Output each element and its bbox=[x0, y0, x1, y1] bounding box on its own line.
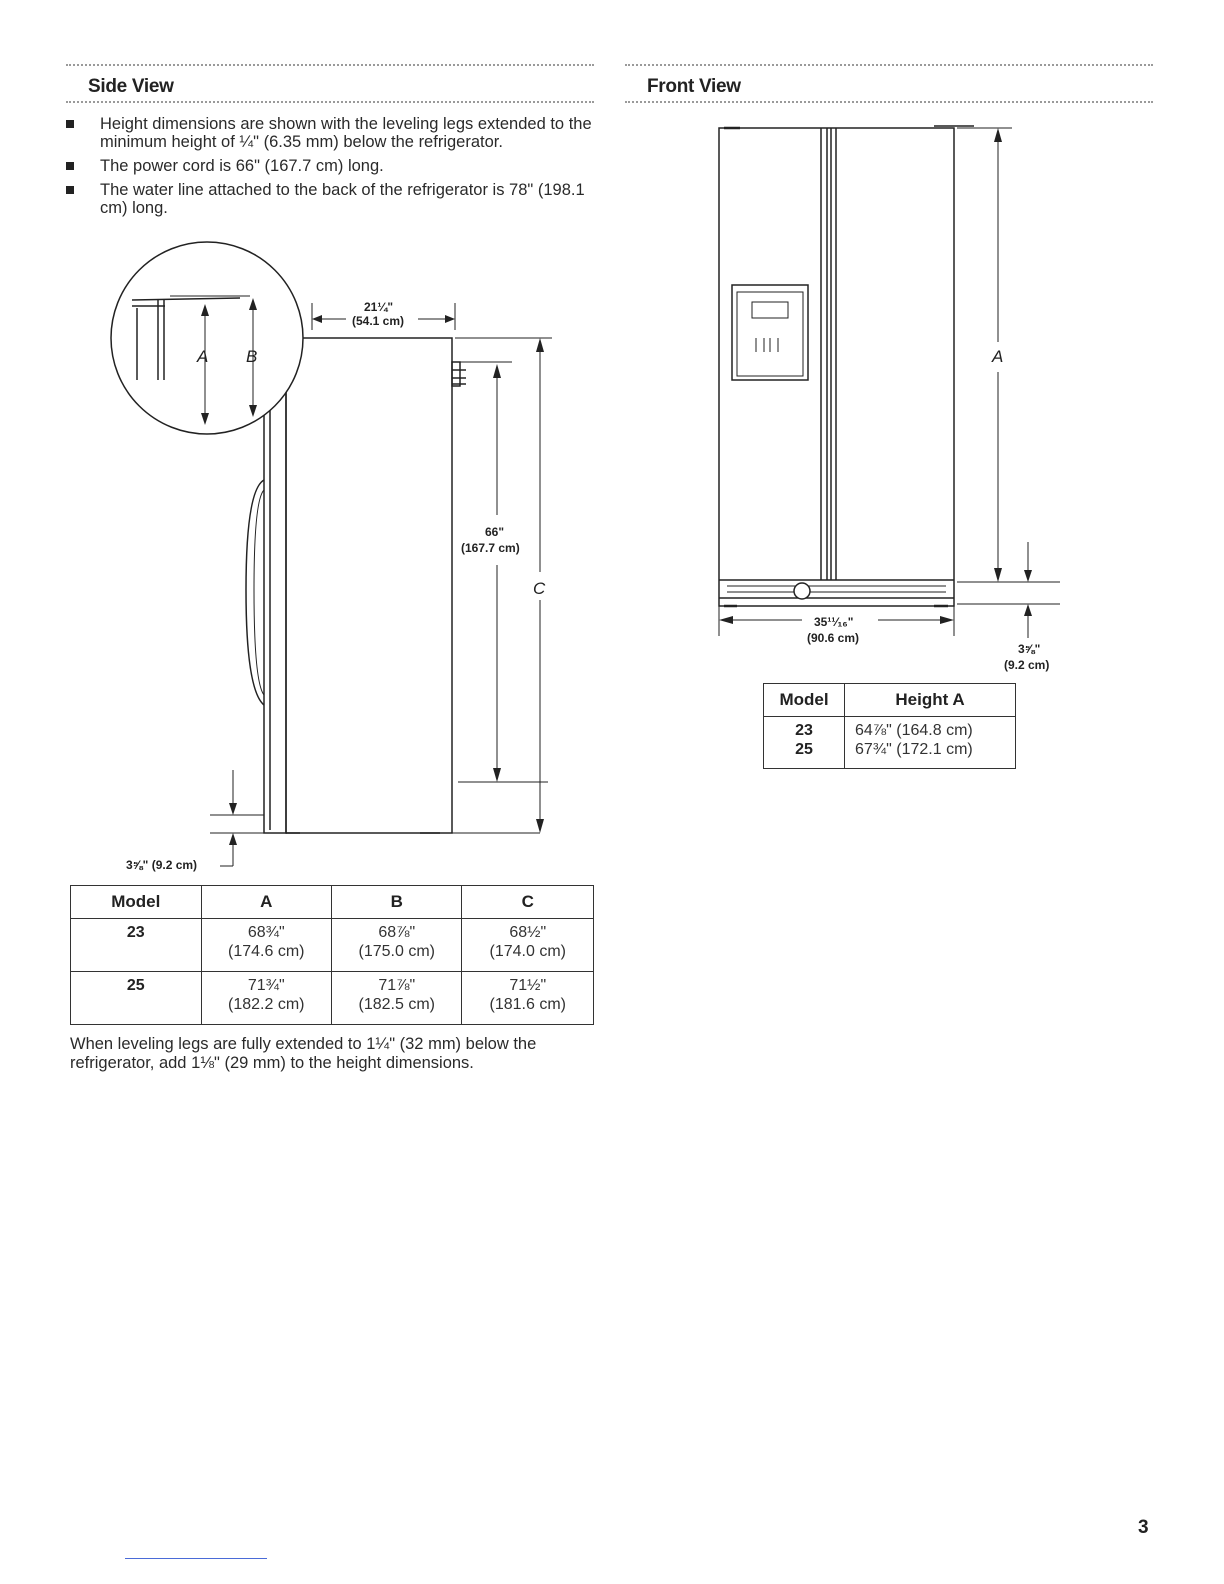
table-row bbox=[71, 972, 594, 1025]
side-view-table bbox=[70, 885, 594, 1025]
header-height-a: Height A bbox=[845, 684, 1016, 717]
side-view-diagram bbox=[0, 0, 612, 880]
a-cm: (182.2 cm) bbox=[228, 996, 305, 1013]
table-row bbox=[764, 717, 1016, 769]
front-view-diagram bbox=[612, 110, 1092, 680]
front-leg-cm: (9.2 cm) bbox=[1004, 658, 1050, 672]
c-inches: 68½" bbox=[509, 924, 547, 941]
c-inches: 71½" bbox=[509, 977, 547, 994]
front-view-title: Front View bbox=[647, 76, 741, 97]
front-leg-inches: 3⅝" bbox=[1018, 642, 1041, 656]
a-inches: 71¾" bbox=[247, 977, 285, 994]
model-23: 23 bbox=[795, 722, 813, 739]
footer-rule bbox=[125, 1558, 267, 1559]
width-inches: 35¹¹⁄₁₆" bbox=[814, 615, 854, 629]
model-cell: 25 bbox=[71, 972, 202, 1025]
label-c: C bbox=[533, 579, 546, 598]
header-a: A bbox=[201, 886, 331, 919]
front-view-top-rule bbox=[625, 64, 1153, 66]
label-a: A bbox=[197, 347, 209, 366]
b-cm: (182.5 cm) bbox=[358, 996, 435, 1013]
height-cell bbox=[845, 717, 1016, 769]
height-23: 64⅞" (164.8 cm) bbox=[855, 722, 973, 739]
leveling-note: When leveling legs are fully extended to 1¼" (32 mm) below the refrigerator, add 1⅛" (29 mm) to the height dimensions. bbox=[70, 1035, 537, 1072]
cord-inches: 66" bbox=[485, 525, 505, 539]
model-cell bbox=[764, 717, 845, 769]
front-view-bottom-rule bbox=[625, 101, 1153, 103]
width-cm: (90.6 cm) bbox=[807, 631, 860, 645]
header-model: Model bbox=[71, 886, 202, 919]
depth-inches: 21¼" bbox=[364, 300, 394, 314]
b-cell bbox=[332, 919, 462, 972]
c-cm: (181.6 cm) bbox=[489, 996, 566, 1013]
c-cell bbox=[462, 919, 594, 972]
c-cell bbox=[462, 972, 594, 1025]
model-25: 25 bbox=[795, 741, 813, 758]
bullet-text: Height dimensions are shown with the leveling legs extended to the minimum height of ¼" (6.35 mm) below the refrigerator. bbox=[100, 115, 592, 151]
a-cell bbox=[201, 919, 331, 972]
b-inches: 68⅞" bbox=[378, 924, 416, 941]
table-header-row bbox=[71, 886, 594, 919]
side-view-title: Side View bbox=[88, 76, 174, 97]
leg-height-dim: 3⅝" (9.2 cm) bbox=[126, 858, 198, 872]
model-cell: 23 bbox=[71, 919, 202, 972]
table-header-row bbox=[764, 684, 1016, 717]
ice-water-dispenser bbox=[732, 285, 808, 380]
c-cm: (174.0 cm) bbox=[489, 943, 566, 960]
header-c: C bbox=[462, 886, 594, 919]
fridge-door-side bbox=[264, 392, 286, 833]
table-row bbox=[71, 919, 594, 972]
height-25: 67¾" (172.1 cm) bbox=[855, 741, 973, 758]
b-inches: 71⅞" bbox=[378, 977, 416, 994]
bullet-text: The water line attached to the back of the refrigerator is 78" (198.1 cm) long. bbox=[100, 181, 585, 217]
fridge-handle bbox=[246, 480, 264, 705]
fridge-side-body bbox=[286, 338, 452, 833]
label-b: B bbox=[246, 347, 258, 366]
depth-cm: (54.1 cm) bbox=[352, 314, 405, 328]
header-model: Model bbox=[764, 684, 845, 717]
a-cm: (174.6 cm) bbox=[228, 943, 305, 960]
front-label-a: A bbox=[992, 347, 1004, 366]
front-view-table bbox=[763, 683, 1016, 769]
a-cell bbox=[201, 972, 331, 1025]
b-cell bbox=[332, 972, 462, 1025]
a-inches: 68¾" bbox=[247, 924, 285, 941]
page-number: 3 bbox=[1138, 1517, 1149, 1538]
cord-cm: (167.7 cm) bbox=[461, 541, 520, 555]
b-cm: (175.0 cm) bbox=[358, 943, 435, 960]
header-b: B bbox=[332, 886, 462, 919]
detail-magnifier bbox=[111, 242, 303, 434]
bullet-text: The power cord is 66" (167.7 cm) long. bbox=[100, 157, 384, 175]
